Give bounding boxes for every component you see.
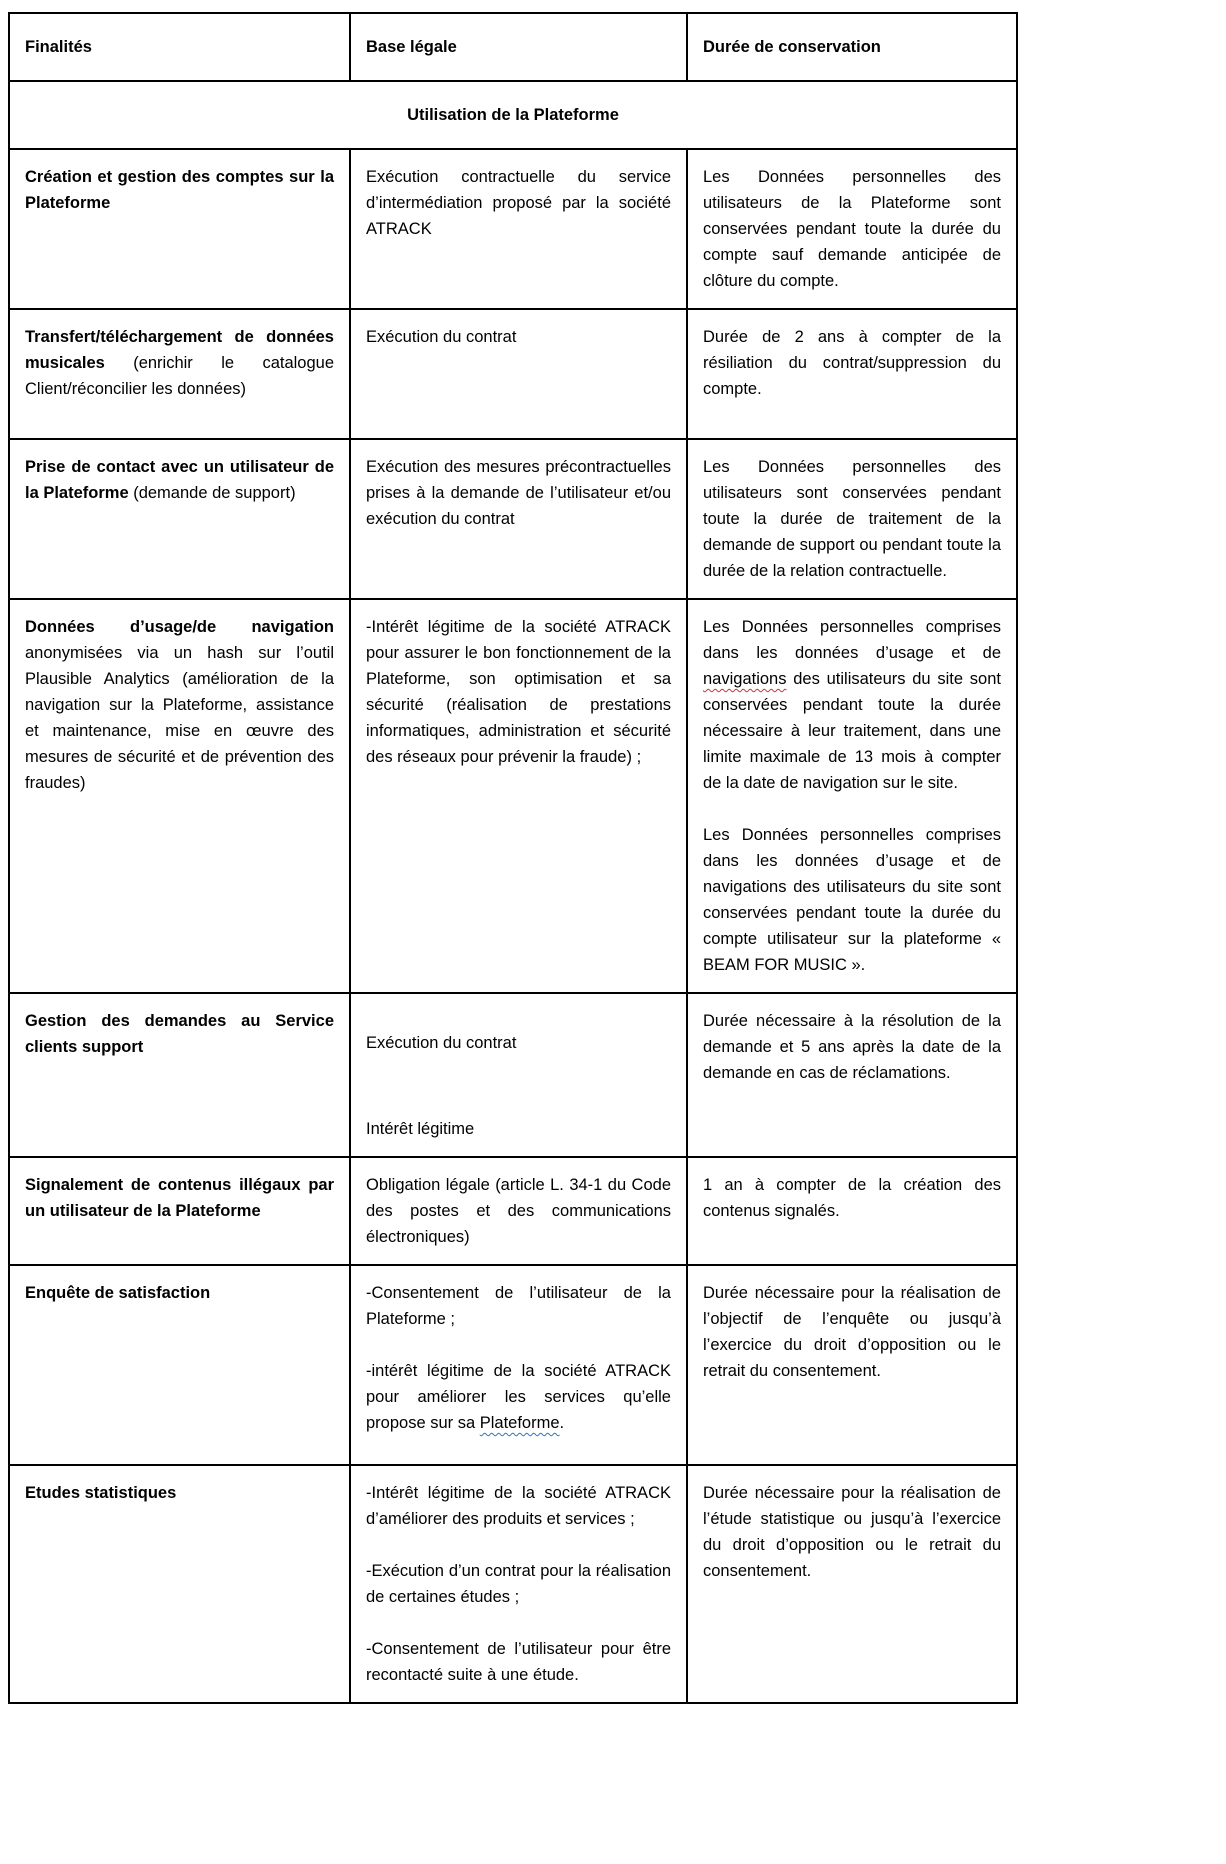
legal-basis-text: Exécution du contrat xyxy=(366,328,517,346)
legal-basis-cell xyxy=(350,439,687,599)
purpose-cell xyxy=(9,599,350,993)
table-row-donnees-usage-navigation xyxy=(9,599,1017,993)
purpose-bold: Création et gestion des comptes sur la Plateforme xyxy=(25,168,334,212)
spellcheck-flagged-word: navigations xyxy=(703,670,787,688)
purpose-cell xyxy=(9,439,350,599)
purpose-text xyxy=(25,324,334,402)
purpose-bold: Etudes statistiques xyxy=(25,1484,177,1502)
legal-basis-cell xyxy=(350,993,687,1157)
retention-text: Les Données personnelles des utilisateurs sont conservées pendant toute la durée de traitement de la demande de support ou pendant toute la durée de la relation contractuelle. xyxy=(703,458,1001,580)
legal-basis-text: Intérêt légitime xyxy=(366,1120,475,1138)
purpose-cell xyxy=(9,149,350,309)
purpose-bold: Signalement de contenus illégaux par un utilisateur de la Plateforme xyxy=(25,1176,334,1220)
retention-cell xyxy=(687,309,1017,439)
retention-cell xyxy=(687,1157,1017,1265)
legal-basis-cell xyxy=(350,1465,687,1703)
purpose-text xyxy=(25,1172,334,1224)
legal-basis-text: -intérêt légitime de la société ATRACK pour améliorer les services qu’elle propose sur sa Plateforme. xyxy=(366,1362,671,1432)
legal-basis-cell xyxy=(350,1157,687,1265)
retention-cell xyxy=(687,1265,1017,1465)
column-header-duree-conservation: Durée de conservation xyxy=(687,13,1017,81)
retention-text: Les Données personnelles comprises dans les données d’usage et de navigations des utilisateurs du site sont conservées pendant toute la durée nécessaire à leur traitement, dans une limite maximale de 13 mois à compter de la date de navigation sur le site. xyxy=(703,618,1001,792)
legal-basis-text: -Consentement de l’utilisateur pour être recontacté suite à une étude. xyxy=(366,1640,671,1684)
legal-basis-cell xyxy=(350,599,687,993)
column-header-finalites: Finalités xyxy=(9,13,350,81)
table-row-prise-de-contact xyxy=(9,439,1017,599)
table-row-signalement-contenus xyxy=(9,1157,1017,1265)
purpose-bold: Gestion des demandes au Service clients support xyxy=(25,1012,334,1056)
table-row-etudes-statistiques xyxy=(9,1465,1017,1703)
table-row-creation-comptes xyxy=(9,149,1017,309)
legal-basis-cell xyxy=(350,149,687,309)
purpose-cell xyxy=(9,993,350,1157)
purpose-bold: Enquête de satisfaction xyxy=(25,1284,211,1302)
purpose-rest: anonymisées via un hash sur l’outil Plausible Analytics (amélioration de la navigation sur la Plateforme, assistance et maintenance, mise en œuvre des mesures de sécurité et de prévention des fraudes) xyxy=(25,644,334,792)
purpose-text xyxy=(25,164,334,216)
table-row-enquete-satisfaction xyxy=(9,1265,1017,1465)
legal-basis-text: -Exécution d’un contrat pour la réalisation de certaines études ; xyxy=(366,1562,671,1606)
legal-basis-text: Obligation légale (article L. 34-1 du Code des postes et des communications électroniques) xyxy=(366,1176,671,1246)
section-title: Utilisation de la Plateforme xyxy=(407,106,619,124)
legal-basis-text: Exécution du contrat xyxy=(366,1034,517,1052)
retention-cell xyxy=(687,439,1017,599)
table-row-gestion-demandes-support xyxy=(9,993,1017,1157)
retention-text: Les Données personnelles comprises dans les données d’usage et de navigations des utilisateurs du site sont conservées pendant toute la durée du compte utilisateur sur la plateforme « BEAM FOR MUSIC ». xyxy=(703,826,1001,974)
purpose-cell xyxy=(9,1157,350,1265)
section-row xyxy=(9,81,1017,149)
purpose-text xyxy=(25,1480,334,1506)
purpose-cell xyxy=(9,1265,350,1465)
retention-text: Durée de 2 ans à compter de la résiliation du contrat/suppression du compte. xyxy=(703,328,1001,398)
purpose-text xyxy=(25,454,334,506)
legal-basis-text: Exécution des mesures précontractuelles prises à la demande de l’utilisateur et/ou exécution du contrat xyxy=(366,458,671,528)
purpose-text xyxy=(25,614,334,796)
legal-basis-cell xyxy=(350,1265,687,1465)
retention-text: Durée nécessaire pour la réalisation de l’objectif de l’enquête ou jusqu’à l’exercice du droit d’opposition ou le retrait du consentement. xyxy=(703,1284,1001,1380)
purpose-bold: Données d’usage/de navigation xyxy=(25,618,334,636)
retention-cell xyxy=(687,149,1017,309)
column-header-base-legale: Base légale xyxy=(350,13,687,81)
retention-table xyxy=(8,12,1018,1704)
section-title-cell xyxy=(9,81,1017,149)
purpose-cell xyxy=(9,1465,350,1703)
purpose-bold: Prise de contact avec un utilisateur de la Plateforme xyxy=(25,458,334,502)
grammar-flagged-word: Plateforme xyxy=(479,1414,560,1432)
retention-text: Durée nécessaire à la résolution de la demande et 5 ans après la date de la demande en cas de réclamations. xyxy=(703,1012,1001,1082)
table-header-row xyxy=(9,13,1017,81)
legal-basis-text: -Intérêt légitime de la société ATRACK d’améliorer des produits et services ; xyxy=(366,1484,671,1528)
purpose-rest: (demande de support) xyxy=(128,484,296,502)
legal-basis-text: -Consentement de l’utilisateur de la Plateforme ; xyxy=(366,1284,671,1328)
retention-cell xyxy=(687,599,1017,993)
purpose-rest: (enrichir le catalogue Client/réconcilier les données) xyxy=(25,354,334,398)
retention-text: Les Données personnelles des utilisateurs de la Plateforme sont conservées pendant toute la durée du compte sauf demande anticipée de clôture du compte. xyxy=(703,168,1001,290)
legal-basis-text: -Intérêt légitime de la société ATRACK pour assurer le bon fonctionnement de la Plateforme, son optimisation et sa sécurité (réalisation de prestations informatiques, administration et sécurité des réseaux pour prévenir la fraude) ; xyxy=(366,618,671,766)
legal-basis-text: Exécution contractuelle du service d’intermédiation proposé par la société ATRACK xyxy=(366,168,671,238)
purpose-cell xyxy=(9,309,350,439)
retention-text: Durée nécessaire pour la réalisation de l’étude statistique ou jusqu’à l’exercice du droit d’opposition ou le retrait du consentement. xyxy=(703,1484,1001,1580)
retention-cell xyxy=(687,993,1017,1157)
retention-cell xyxy=(687,1465,1017,1703)
purpose-text xyxy=(25,1280,334,1306)
legal-basis-cell xyxy=(350,309,687,439)
table-row-transfert-donnees xyxy=(9,309,1017,439)
purpose-text xyxy=(25,1008,334,1060)
retention-text: 1 an à compter de la création des contenus signalés. xyxy=(703,1176,1001,1220)
purpose-bold: Transfert/téléchargement de données musicales xyxy=(25,328,334,372)
